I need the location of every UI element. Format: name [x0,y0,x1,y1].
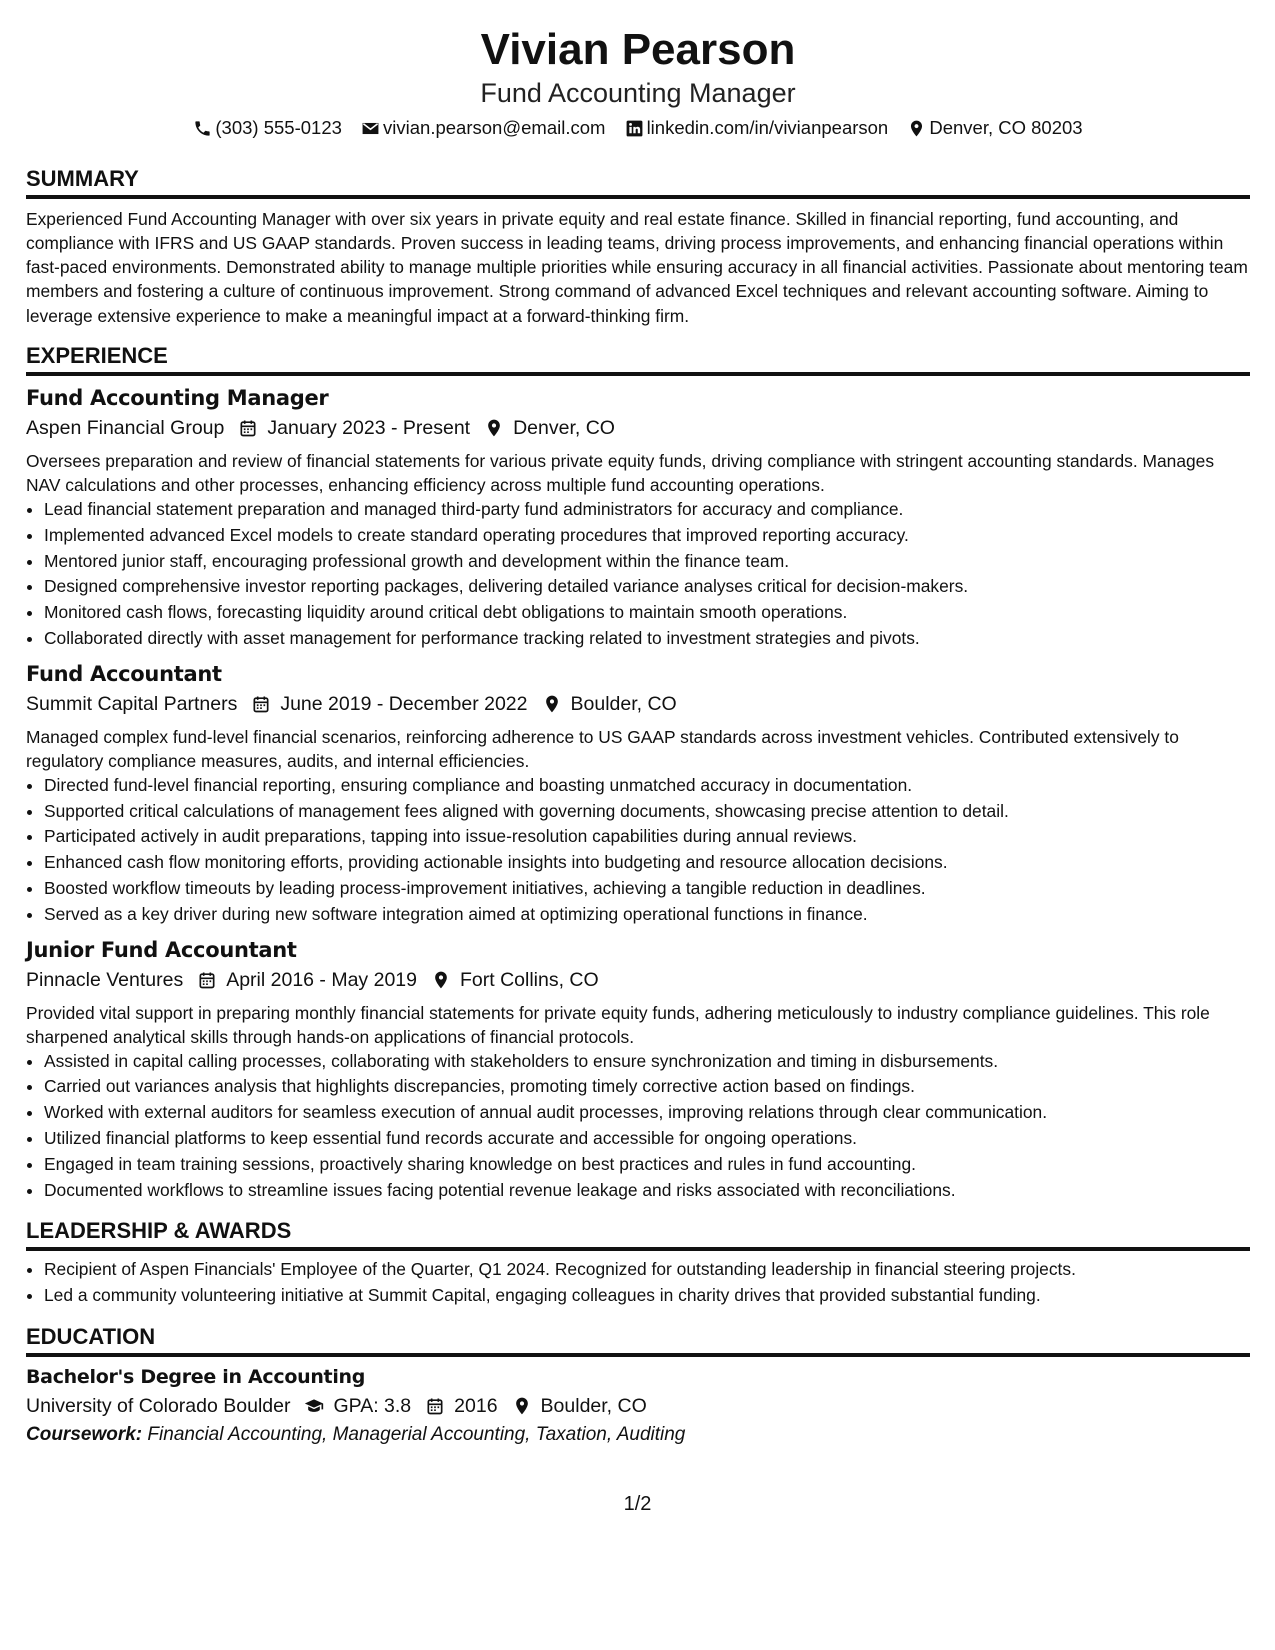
graduation-year: 2016 [454,1394,498,1417]
job-bullets [26,1049,1250,1204]
section-heading: EDUCATION [26,1323,1250,1357]
contact-location [907,114,1082,142]
list-item: • Boosted workflow timeouts by leading process-improvement initiatives, achieving a tangible reduction in deadlines. [44,876,1250,902]
summary-section [26,165,1250,328]
coursework-label: Coursework: [26,1423,143,1445]
job-description: Managed complex fund-level financial scenarios, reinforcing adherence to US GAAP standards across investment vehicles. Contributed extensively to regulatory compliance measures, audits, and internal efficiencies. [26,726,1179,771]
list-item: • Assisted in capital calling processes, collaborating with stakeholders to ensure synchronization and timing in disbursements. [44,1049,1250,1075]
contact-phone[interactable] [193,114,342,142]
job-location: Denver, CO [513,416,615,439]
experience-section [26,342,1250,1203]
contact-email[interactable] [361,114,605,142]
job-bullets [26,497,1250,652]
job-bullets [26,773,1250,928]
list-item: • Recipient of Aspen Financials' Employee of the Quarter, Q1 2024. Recognized for outstanding leadership in financial steering projects. [44,1257,1250,1283]
school-name: University of Colorado Boulder [26,1394,291,1417]
job-location: Boulder, CO [570,692,677,715]
location-icon [542,694,562,714]
degree-name: Bachelor's Degree in Accounting [26,1365,366,1388]
contact-linkedin-text: linkedin.com/in/vivianpearson [646,117,889,138]
location-icon [512,1396,532,1416]
page-number: 1/2 [623,1493,652,1515]
candidate-title: Fund Accounting Manager [480,78,796,108]
calendar-icon [238,418,258,438]
list-item: • Engaged in team training sessions, proactively sharing knowledge on best practices and rules in fund accounting. [44,1152,1250,1178]
contact-location-text: Denver, CO 80203 [929,117,1083,138]
job-dates: April 2016 - May 2019 [226,968,417,991]
list-item: • Lead financial statement preparation and managed third-party fund administrators for accuracy and compliance. [44,497,1250,523]
job-entry [26,384,1250,652]
school-location: Boulder, CO [540,1394,647,1417]
list-item: • Worked with external auditors for seamless execution of annual audit processes, improving relations through clear communication. [44,1100,1250,1126]
job-description: Provided vital support in preparing monthly financial statements for private equity funds, adhering meticulously to industry compliance guidelines. This role sharpened analytical skills through hands-on applications of financial protocols. [26,1002,1210,1047]
graduation-cap-icon [304,1396,324,1416]
job-entry [26,660,1250,928]
job-meta [26,965,1250,995]
contact-email-text: vivian.pearson@email.com [383,117,606,138]
job-title: Junior Fund Accountant [26,937,297,962]
list-item: • Directed fund-level financial reporting, ensuring compliance and boasting unmatched accuracy in documentation. [44,773,1250,799]
location-icon [907,119,926,138]
leadership-section [26,1217,1250,1309]
location-icon [431,970,451,990]
list-item: • Collaborated directly with asset management for performance tracking related to investment strategies and pivots. [44,626,1250,652]
candidate-name: Vivian Pearson [480,25,796,74]
gpa: GPA: 3.8 [333,1394,412,1417]
job-dates: January 2023 - Present [267,416,471,439]
contact-line [26,114,1250,146]
section-heading: SUMMARY [26,165,1250,199]
phone-icon [193,119,212,138]
location-icon [484,418,504,438]
email-icon [361,119,380,138]
list-item: • Enhanced cash flow monitoring efforts, providing actionable insights into budgeting and resource allocation decisions. [44,850,1250,876]
list-item: • Participated actively in audit preparations, tapping into issue-resolution capabilities during annual reviews. [44,824,1250,850]
education-section [26,1323,1250,1449]
resume-page [26,0,1250,1449]
job-location: Fort Collins, CO [459,968,599,991]
list-item: • Mentored junior staff, encouraging professional growth and development within the finance team. [44,549,1250,575]
summary-text: Experienced Fund Accounting Manager with over six years in private equity and real estate finance. Skilled in financial reporting, fund accounting, and compliance with IFRS and US GAAP standards. Proven success in leading teams, driving process improvements, and enhancing financial operations within fast-paced environments. Demonstrated ability to manage multiple priorities while ensuring accuracy in all financial activities. Passionate about mentoring team members and fostering a culture of continuous improvement. Strong command of advanced Excel techniques and relevant accounting software. Aiming to leverage extensive experience to make a meaningful impact at a forward-thinking firm. [26,208,1248,326]
section-heading: EXPERIENCE [26,342,1250,376]
list-item: • Led a community volunteering initiative at Summit Capital, engaging colleagues in charity drives that provided substantial funding. [44,1283,1250,1309]
resume-header [26,0,1250,146]
list-item: • Implemented advanced Excel models to create standard operating procedures that improved reporting accuracy. [44,523,1250,549]
section-heading: LEADERSHIP & AWARDS [26,1217,1250,1251]
job-meta [26,689,1250,719]
list-item: • Served as a key driver during new software integration aimed at optimizing operational functions in finance. [44,902,1250,928]
list-item: • Documented workflows to streamline issues facing potential revenue leakage and risks associated with reconciliations. [44,1178,1250,1204]
job-meta [26,413,1250,443]
job-title: Fund Accountant [26,661,222,686]
list-item: • Monitored cash flows, forecasting liquidity around critical debt obligations to maintain smooth operations. [44,600,1250,626]
coursework-list: Financial Accounting, Managerial Accounting, Taxation, Auditing [147,1423,686,1445]
calendar-icon [197,970,217,990]
calendar-icon [251,694,271,714]
list-item: • Utilized financial platforms to keep essential fund records accurate and accessible for ongoing operations. [44,1126,1250,1152]
coursework [26,1421,1250,1449]
job-title: Fund Accounting Manager [26,385,329,410]
calendar-icon [425,1396,445,1416]
job-description: Oversees preparation and review of financial statements for various private equity funds, driving compliance with stringent accounting standards. Manages NAV calculations and other processes, enhancing efficiency across multiple fund accounting operations. [26,450,1215,495]
list-item: • Carried out variances analysis that highlights discrepancies, promoting timely corrective action based on findings. [44,1074,1250,1100]
contact-linkedin[interactable] [625,114,889,142]
company-name: Aspen Financial Group [26,416,225,439]
list-item: • Supported critical calculations of management fees aligned with governing documents, showcasing precise attention to detail. [44,799,1250,825]
leadership-bullets [26,1257,1250,1309]
education-meta [26,1391,1250,1421]
linkedin-icon [625,119,644,138]
job-entry [26,936,1250,1204]
contact-phone-text: (303) 555-0123 [215,117,342,138]
company-name: Summit Capital Partners [26,692,238,715]
company-name: Pinnacle Ventures [26,968,184,991]
job-dates: June 2019 - December 2022 [280,692,528,715]
list-item: • Designed comprehensive investor reporting packages, delivering detailed variance analyses critical for decision-makers. [44,574,1250,600]
